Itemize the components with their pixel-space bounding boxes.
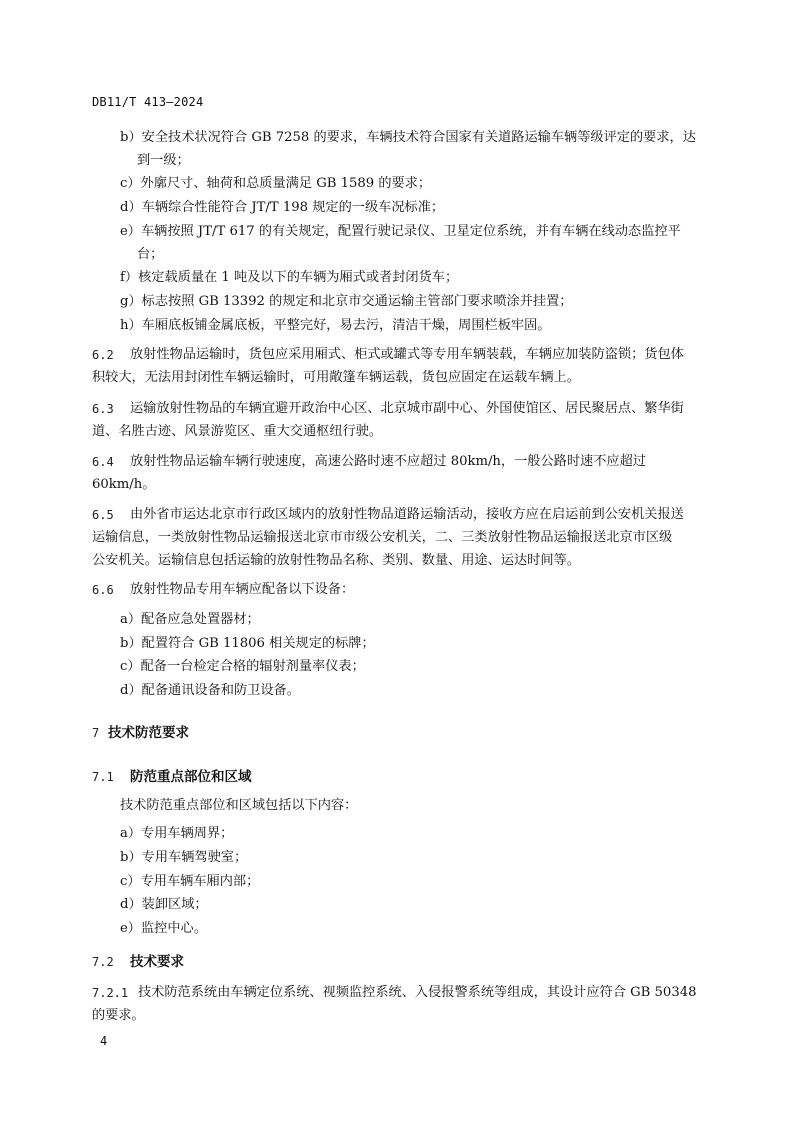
clause-text: 放射性物品运输时，货包应采用厢式、柜式或罐式等专用车辆装载，车辆应加装防盗锁；货包体 [130,347,684,362]
clause-number: 7.2.1 [92,986,129,1000]
list-item-d: d）车辆综合性能符合 JT/T 198 规定的一级车况标准； [120,200,445,215]
clause-number: 6.3 [92,402,114,416]
list-item: a）专用车辆周界； [120,826,234,841]
clause-number: 7.1 [92,770,114,784]
section-title: 技术防范要求 [108,725,189,741]
list-item-e-cont: 台； [137,247,164,262]
list-item-c: c）外廓尺寸、轴荷和总质量满足 GB 1589 的要求； [120,176,432,191]
clause-number: 6.6 [92,583,114,597]
document-code: DB11/T 413—2024 [92,95,204,109]
list-item-b: b）安全技术状况符合 GB 7258 的要求，车辆技术符合国家有关道路运输车辆等级评定的要求，达 [120,130,696,145]
clause-text: 放射性物品专用车辆应配备以下设备： [130,582,355,597]
list-item-f: f）核定载质量在 1 吨及以下的车辆为厢式或者封闭货车； [120,270,459,285]
clause-intro: 技术防范重点部位和区域包括以下内容： [120,798,358,813]
clause-text-cont: 积较大，无法用封闭性车辆运输时，可用敞篷车辆运载，货包应固定在运载车辆上。 [92,370,580,385]
list-item: d）配备通讯设备和防卫设备。 [120,683,300,698]
clause-text-cont: 运输信息，一类放射性物品运输报送北京市市级公安机关，二、三类放射性物品运输报送北京市区级 [92,530,673,545]
list-item-h: h）车厢底板铺金属底板，平整完好，易去污，清洁干燥，周围栏板牢固。 [120,318,551,333]
page-number: 4 [100,1034,108,1048]
list-item-e: e）车辆按照 JT/T 617 的有关规定，配置行驶记录仪、卫星定位系统，并有车辆在线动态监控平 [120,224,681,239]
clause-title: 防范重点部位和区域 [130,769,252,785]
list-item: b）配置符合 GB 11806 相关规定的标牌； [120,636,375,651]
section-number: 7 [92,726,100,740]
clause-text: 放射性物品运输车辆行驶速度，高速公路时速不应超过 80km/h，一般公路时速不应超过 [130,454,646,469]
list-item: b）专用车辆驾驶室； [120,850,248,865]
clause-number: 6.5 [92,508,114,522]
clause-text: 技术防范系统由车辆定位系统、视频监控系统、入侵报警系统等组成，其设计应符合 GB 50348 [138,985,697,1000]
clause-number: 6.2 [92,348,114,362]
list-item: c）专用车辆车厢内部； [120,874,260,889]
clause-text-cont: 公安机关。运输信息包括运输的放射性物品名称、类别、数量、用途、运达时间等。 [92,553,580,568]
list-item-g: g）标志按照 GB 13392 的规定和北京市交通运输主管部门要求喷涂并挂置； [120,294,573,309]
list-item-b-cont: 到一级； [137,153,190,168]
clause-number: 6.4 [92,455,114,469]
clause-title: 技术要求 [130,954,184,970]
clause-text-cont: 60km/h。 [92,477,156,492]
list-item: d）装卸区域； [120,897,208,912]
clause-number: 7.2 [92,955,114,969]
list-item: c）配备一台检定合格的辐射剂量率仪表； [120,659,365,674]
clause-text: 运输放射性物品的车辆宜避开政治中心区、北京城市副中心、外国使馆区、居民聚居点、繁华街 [130,401,684,416]
clause-text-cont: 的要求。 [92,1008,145,1023]
clause-text-cont: 道、名胜古迹、风景游览区、重大交通枢纽行驶。 [92,424,383,439]
clause-text: 由外省市运达北京市行政区域内的放射性物品道路运输活动，接收方应在启运前到公安机关报送 [130,507,684,522]
list-item: e）监控中心。 [120,921,207,936]
list-item: a）配备应急处置器材； [120,612,260,627]
